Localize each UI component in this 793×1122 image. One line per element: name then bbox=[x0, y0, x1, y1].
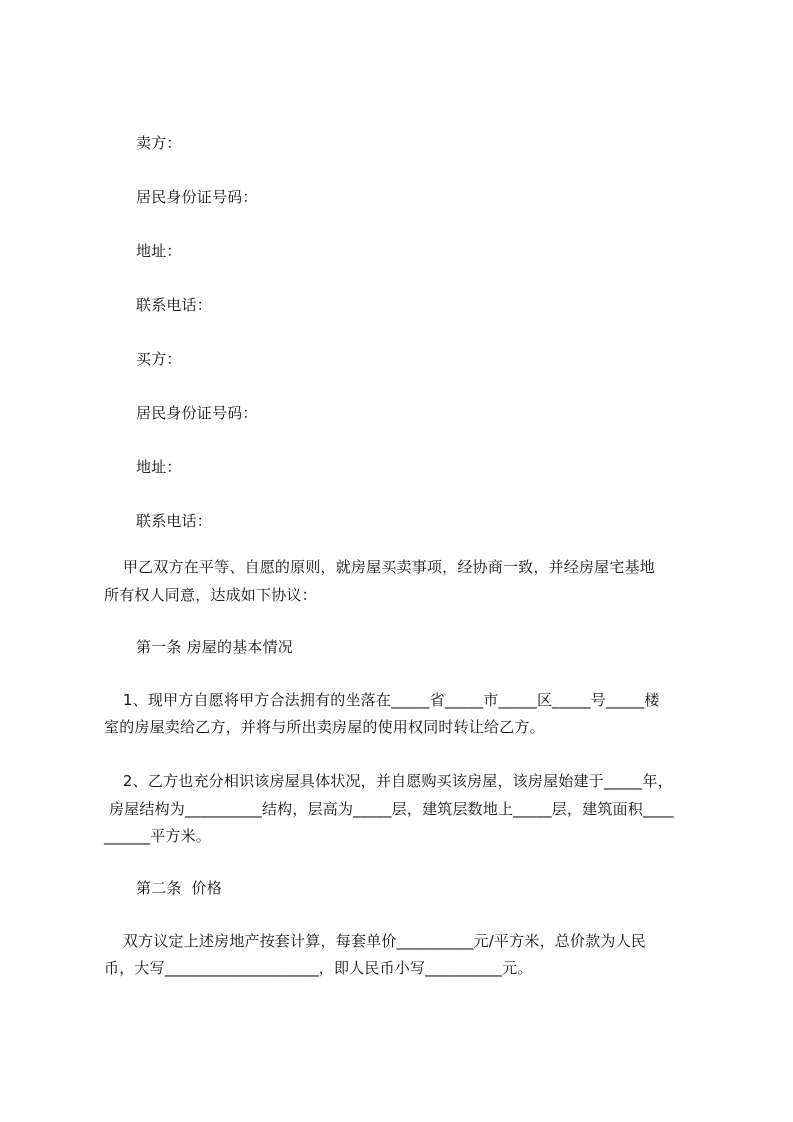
article2-heading: 第二条 价格 bbox=[136, 879, 222, 897]
buyer-address-label: 地址： bbox=[136, 458, 182, 476]
article1-heading: 第一条 房屋的基本情况 bbox=[136, 638, 293, 656]
intro-line-1: 甲乙双方在平等、自愿的原则，就房屋买卖事项，经协商一致，并经房屋宅基地 bbox=[113, 558, 655, 576]
seller-phone-label: 联系电话： bbox=[136, 296, 213, 314]
article1-clause1-line-1: 1、现甲方自愿将甲方合法拥有的坐落在_____省_____市_____区_____号_____楼 bbox=[113, 691, 660, 709]
article1-clause2-line-1: 2、乙方也充分相识该房屋具体状况，并自愿购买该房屋，该房屋始建于_____年， bbox=[113, 772, 673, 790]
seller-label: 卖方： bbox=[136, 134, 182, 152]
seller-address-label: 地址： bbox=[136, 242, 182, 260]
intro-line-2: 所有权人同意，达成如下协议： bbox=[104, 586, 317, 604]
buyer-label: 买方： bbox=[136, 350, 182, 368]
buyer-phone-label: 联系电话： bbox=[136, 512, 213, 530]
article2-clause-line-1: 双方议定上述房地产按套计算，每套单价__________元/平方米，总价款为人民 bbox=[113, 932, 646, 950]
article1-clause2-line-2: 房屋结构为__________结构，层高为_____层，建筑层数地上_____层，建筑面积____ bbox=[104, 800, 674, 818]
seller-id-label: 居民身份证号码： bbox=[136, 188, 258, 206]
article2-clause-line-2: 币，大写____________________，即人民币小写__________元。 bbox=[104, 959, 533, 977]
article1-clause2-line-3: ______平方米。 bbox=[104, 827, 212, 845]
buyer-id-label: 居民身份证号码： bbox=[136, 404, 258, 422]
article1-clause1-line-2: 室的房屋卖给乙方，并将与所出卖房屋的使用权同时转让给乙方。 bbox=[104, 718, 545, 736]
